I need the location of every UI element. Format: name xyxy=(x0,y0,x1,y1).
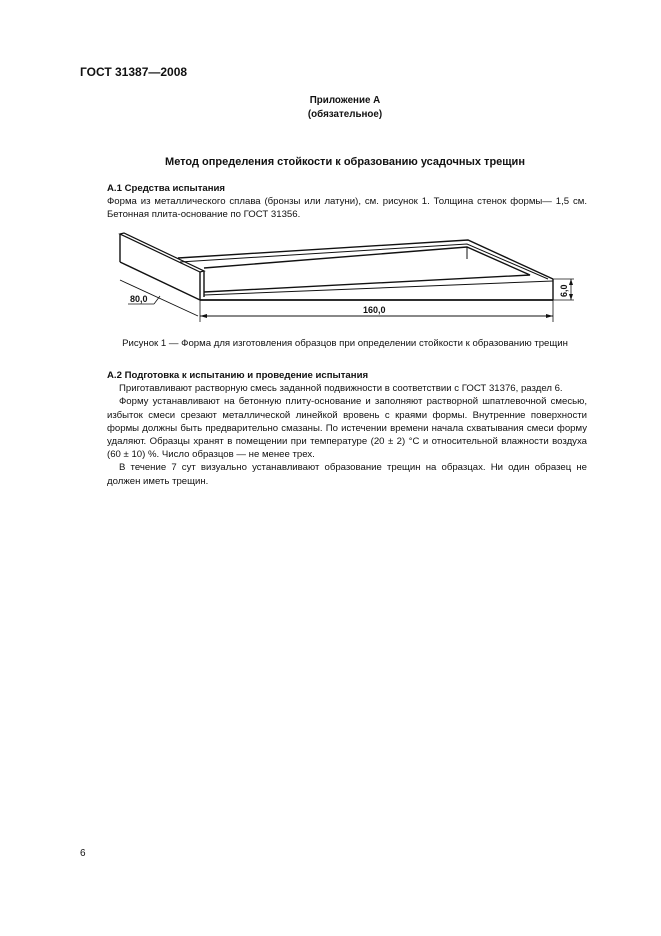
page-number: 6 xyxy=(80,848,86,859)
appendix-status: (обязательное) xyxy=(307,109,383,120)
left-wall-top xyxy=(120,233,204,272)
section-a2-heading: А.2 Подготовка к испытанию и проведение испытания xyxy=(107,370,369,381)
section-a2 xyxy=(107,369,587,488)
section-a2-paragraph: Приготавливают растворную смесь заданной подвижности в соответствии с ГОСТ 31376, раздел 6. xyxy=(119,383,563,395)
arrow xyxy=(546,314,553,318)
figure-caption: Рисунок 1 — Форма для изготовления образцов при определении стойкости к образованию трещин xyxy=(122,338,568,349)
arrow xyxy=(200,314,207,318)
arrow xyxy=(569,279,573,285)
section-a1-paragraph: Форма из металлического сплава (бронзы или латуни), см. рисунок 1. Толщина стенок формы— 1,5 см. Бетонная плита-основание по ГОСТ 31356. xyxy=(107,196,587,221)
outer-rim-inner xyxy=(180,244,548,279)
width-dimension-label: 80,0 xyxy=(130,294,148,304)
appendix-title: Приложение А xyxy=(309,95,381,106)
section-a2-paragraph: Форму устанавливают на бетонную плиту-основание и заполняют растворной шпатлевочной смесью, избыток смеси срезают металлической линейкой вровень с краями формы. Внутренние поверхности формы должны быть предварительно смазаны. По истечении времени начала схватывания смеси форму удаляют. Образцы хранят в помещении при температуре (20 ± 2) °С и относительной влажности воздуха (60 ± 10) %. Число образцов — не менее трех. xyxy=(107,396,587,461)
section-a1-heading: А.1 Средства испытания xyxy=(107,183,226,194)
method-title: Метод определения стойкости к образованию усадочных трещин xyxy=(165,156,525,168)
standard-header: ГОСТ 31387—2008 xyxy=(80,65,188,79)
section-a2-paragraph: В течение 7 сут визуально устанавливают образование трещин на образцах. Ни один образец не должен иметь трещин. xyxy=(107,462,587,487)
arrow xyxy=(569,294,573,300)
height-dimension-label: 6,0 xyxy=(559,284,569,297)
length-dimension-label: 160,0 xyxy=(363,305,386,315)
